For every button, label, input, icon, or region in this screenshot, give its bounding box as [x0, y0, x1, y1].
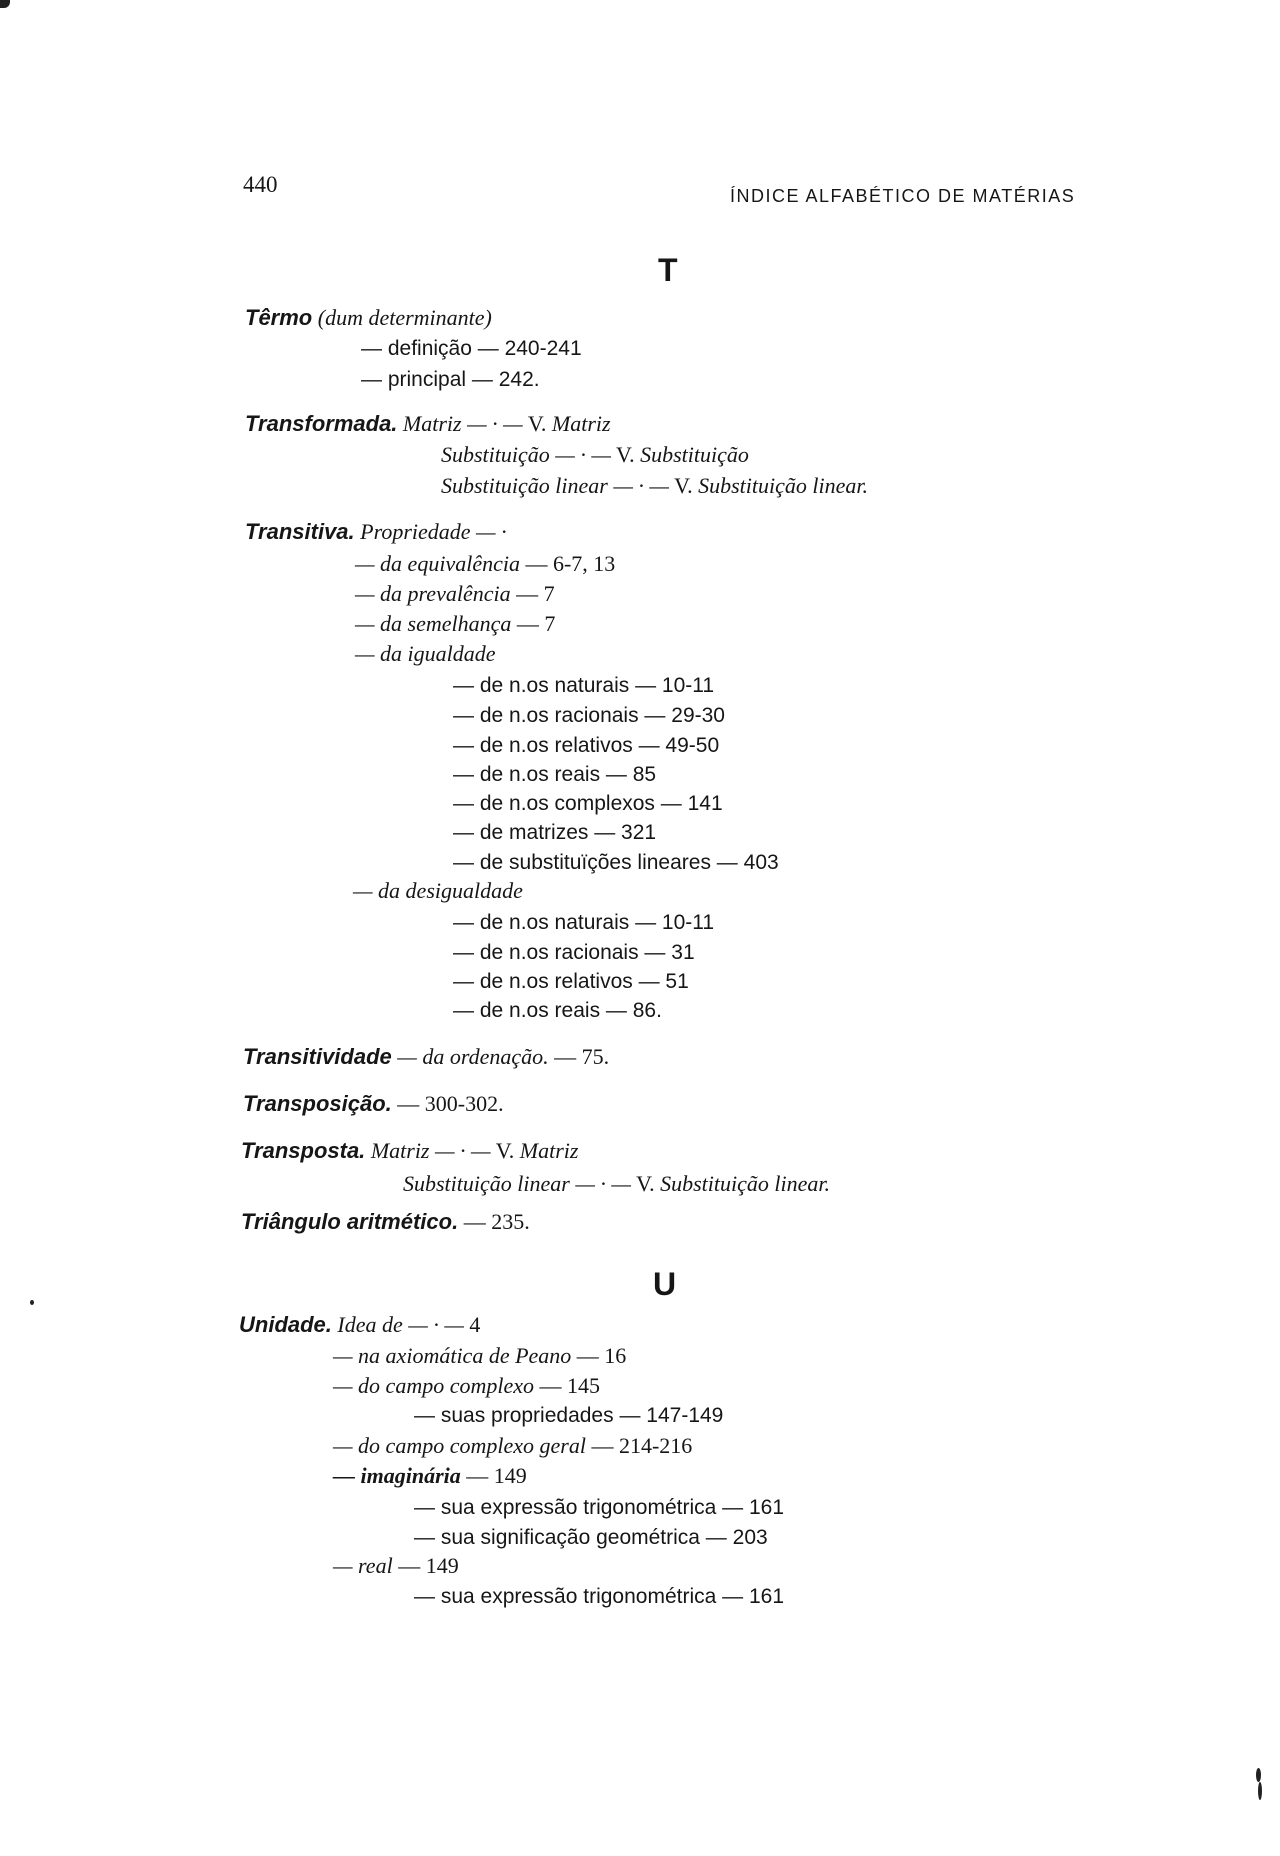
- desigualdade-naturais: — de n.os naturais — 10-11: [453, 911, 715, 934]
- subentry-termo-principal: — principal — 242.: [361, 368, 540, 391]
- unidade-imaginaria: [333, 1462, 527, 1490]
- section-letter-t: T: [658, 252, 678, 288]
- igualdade-relativos: — de n.os relativos — 49-50: [453, 734, 720, 757]
- entry-transformada: [245, 410, 611, 438]
- headword-unidade: Unidade.: [239, 1312, 332, 1337]
- pages-triangulo: — 235.: [463, 1209, 530, 1234]
- unidade-campo-complexo: [333, 1372, 600, 1400]
- pages-transitividade: — 75.: [554, 1044, 610, 1069]
- desigualdade-reais: — de n.os reais — 86.: [453, 999, 662, 1022]
- transformada-xref-substituicao: [441, 441, 749, 469]
- unidade-peano: [333, 1342, 626, 1370]
- scan-speck: [30, 1300, 34, 1305]
- qualifier-transitividade: — da ordenação.: [397, 1044, 549, 1069]
- transformada-xref-substituicao-linear: [441, 472, 868, 500]
- qualifier-unidade: Idea de — · —: [337, 1312, 464, 1337]
- subentry-label: — na axiomática de Peano: [333, 1343, 572, 1368]
- igualdade-racionais: — de n.os racionais — 29-30: [453, 704, 725, 727]
- headword-transformada: Transformada.: [245, 411, 398, 436]
- pages-transposicao: — 300-302.: [397, 1091, 504, 1116]
- entry-triangulo: [241, 1208, 530, 1236]
- see-marker: V.: [495, 1138, 515, 1163]
- xref-target: Matriz: [519, 1138, 579, 1163]
- subentry-label: — imaginária: [333, 1463, 461, 1488]
- unidade-campo-complexo-geral: [333, 1432, 692, 1460]
- xref-target: Substituição linear.: [698, 473, 869, 498]
- igualdade-matrizes: — de matrizes — 321: [453, 821, 657, 844]
- subentry-pages: — 16: [576, 1343, 627, 1368]
- subentry-label: — da prevalência: [355, 581, 511, 606]
- entry-transitividade: [243, 1043, 609, 1071]
- desigualdade-racionais: — de n.os racionais — 31: [453, 941, 695, 964]
- subentry-label: — real: [333, 1553, 393, 1578]
- page-number: 440: [243, 172, 278, 197]
- qualifier-termo: (dum determinante): [317, 305, 492, 330]
- imaginaria-expressao: — sua expressão trigonométrica — 161: [414, 1496, 785, 1519]
- xref-label: Matriz — · —: [370, 1138, 491, 1163]
- igualdade-naturais: — de n.os naturais — 10-11: [453, 674, 715, 697]
- xref-target: Substituição linear.: [660, 1171, 831, 1196]
- subentry-label: — da semelhança: [355, 611, 512, 636]
- subentry-termo-definicao: — definição — 240-241: [361, 337, 582, 360]
- transitiva-igualdade: — da igualdade: [355, 641, 496, 666]
- entry-transitiva: [245, 518, 507, 546]
- transitiva-semelhanca: [355, 610, 555, 638]
- xref-matriz-target: Matriz: [551, 411, 611, 436]
- running-title: ÍNDICE ALFABÉTICO DE MATÉRIAS: [730, 186, 1076, 206]
- xref-target: Substituição: [640, 442, 749, 467]
- igualdade-reais: — de n.os reais — 85: [453, 763, 657, 786]
- headword-transposta: Transposta.: [241, 1138, 366, 1163]
- entry-termo: [245, 304, 492, 332]
- scan-speck: [1258, 1782, 1262, 1800]
- see-marker: V.: [636, 1171, 655, 1196]
- subentry-pages: — 6-7, 13: [525, 551, 616, 576]
- unidade-real: [333, 1552, 459, 1580]
- scan-speck: [1256, 1768, 1261, 1782]
- subentry-pages: — 149: [466, 1463, 527, 1488]
- subentry-pages: — 149: [398, 1553, 459, 1578]
- transitiva-prevalencia: [355, 580, 555, 608]
- subentry-label: — do campo complexo: [333, 1373, 535, 1398]
- headword-transitividade: Transitividade: [243, 1044, 392, 1069]
- xref-label: Substituição linear — · —: [441, 473, 669, 498]
- xref-matriz-label: Matriz — · —: [402, 411, 523, 436]
- entry-transposicao: [243, 1090, 504, 1118]
- see-marker: V.: [527, 411, 547, 436]
- igualdade-complexos: — de n.os complexos — 141: [453, 792, 723, 815]
- subentry-pages: — 214-216: [591, 1433, 693, 1458]
- headword-termo: Têrmo: [245, 305, 313, 330]
- scan-speck: [0, 0, 10, 8]
- headword-transposicao: Transposição.: [243, 1091, 392, 1116]
- transposta-xref-substituicao-linear: [403, 1170, 830, 1198]
- subentry-pages: — 7: [516, 611, 556, 636]
- entry-transposta: [241, 1137, 578, 1165]
- subentry-label: — do campo complexo geral: [333, 1433, 586, 1458]
- subentry-pages: — 7: [516, 581, 555, 606]
- see-marker: V.: [616, 442, 635, 467]
- desigualdade-relativos: — de n.os relativos — 51: [453, 970, 689, 993]
- subentry-label: — da equivalência: [355, 551, 520, 576]
- xref-label: Substituição — · —: [441, 442, 611, 467]
- transitiva-desigualdade: — da desigualdade: [353, 878, 523, 903]
- headword-transitiva: Transitiva.: [245, 519, 355, 544]
- transitiva-equivalencia: [355, 550, 615, 578]
- section-letter-u: U: [653, 1266, 677, 1302]
- imaginaria-significacao: — sua significação geométrica — 203: [414, 1526, 768, 1549]
- qualifier-transitiva: Propriedade — ·: [360, 519, 507, 544]
- unidade-complexo-propriedades: — suas propriedades — 147-149: [414, 1404, 724, 1427]
- entry-unidade: [239, 1311, 480, 1339]
- pages-unidade: 4: [469, 1312, 481, 1337]
- see-marker: V.: [674, 473, 693, 498]
- xref-label: Substituição linear — · —: [403, 1171, 631, 1196]
- igualdade-substituicoes: — de substituïções lineares — 403: [453, 851, 779, 874]
- subentry-pages: — 145: [539, 1373, 601, 1398]
- real-expressao: — sua expressão trigonométrica — 161: [414, 1585, 785, 1608]
- headword-triangulo: Triângulo aritmético.: [241, 1209, 459, 1234]
